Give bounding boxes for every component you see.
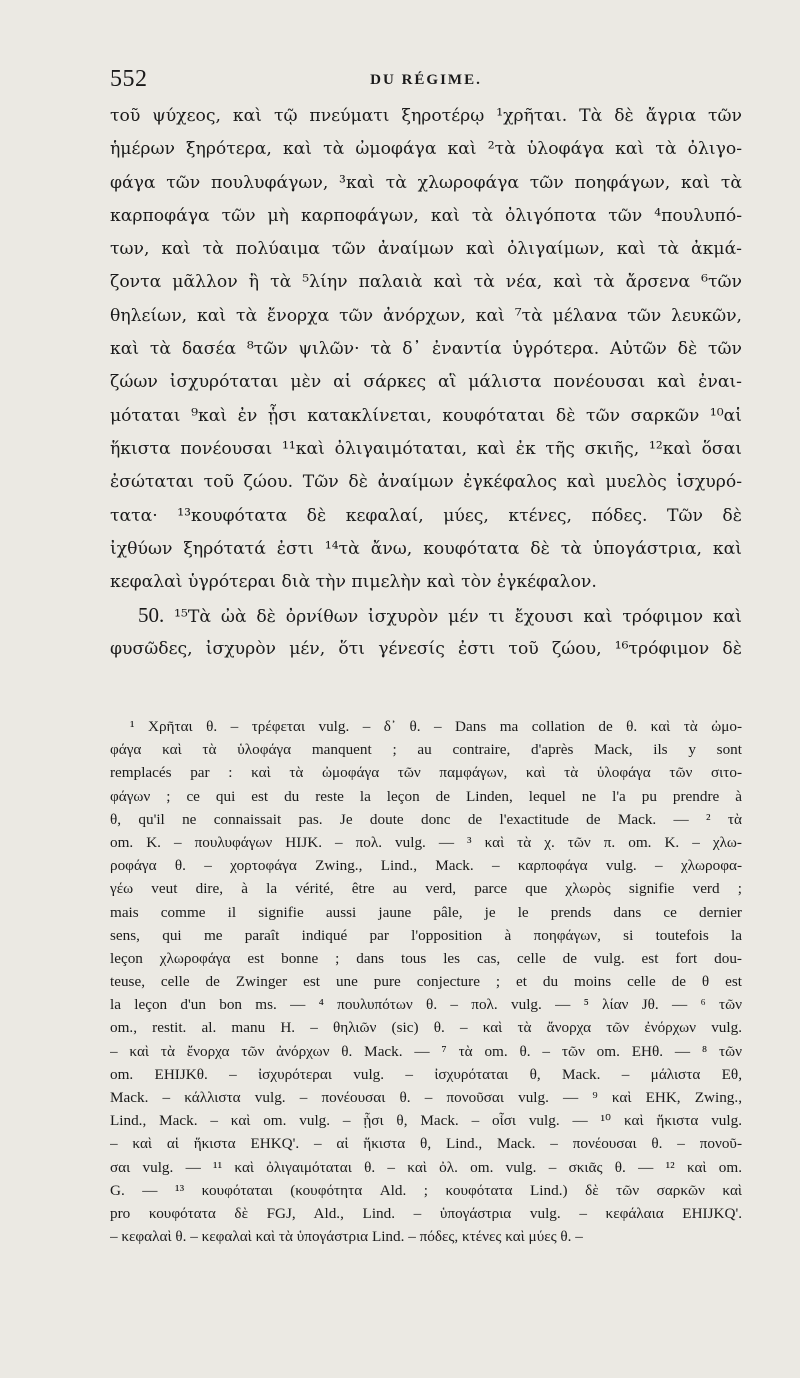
footnote-line: ¹ Χρῆται θ. – τρέφεται vulg. – δ᾽ θ. – Dans ma collation de θ. καὶ τὰ ὠμο- <box>130 718 742 735</box>
footnotes <box>110 715 742 1248</box>
footnote-line: leçon χλωροφάγα est bonne ; dans tous les cas, celle de vulg. est fort dou- <box>110 949 742 967</box>
text-line: καρποφάγα τῶν μὴ καρποφάγων, καὶ τὰ ὀλιγόποτα τῶν ⁴πουλυπό- <box>110 205 742 226</box>
footnote-line: – καὶ τὰ ἔνορχα τῶν ἀνόρχων θ. Mack. — ⁷ τὰ om. θ. – τῶν om. EHθ. — ⁸ τῶν <box>110 1042 742 1060</box>
text-line: τατα· ¹³κουφότατα δὲ κεφαλαί, μύες, κτένες, πόδες. Τῶν δὲ <box>110 505 742 526</box>
footnote-line: γέω veut dire, à la vérité, être au verd, parce que χλωρὸς signifie verd ; <box>110 880 742 898</box>
footnote-line: teuse, celle de Zwinger est une pure conjecture ; et du moins celle de θ est <box>110 973 742 991</box>
running-title: DU RÉGIME. <box>370 72 482 88</box>
footnote-line: om. EHIJKθ. – ἰσχυρότεραι vulg. – ἰσχυρόταται θ, Mack. – μάλιστα Eθ, <box>110 1065 742 1083</box>
footnote-line: σαι vulg. — ¹¹ καὶ ὀλιγαιμόταται θ. – καὶ ὀλ. om. vulg. – σκιᾶς θ. — ¹² καὶ om. <box>110 1158 742 1176</box>
text-line: ἡμέρων ξηρότερα, καὶ τὰ ὠμοφάγα καὶ ²τὰ ὑλοφάγα καὶ τὰ ὀλιγο- <box>110 139 742 160</box>
text-line: των, καὶ τὰ πολύαιμα τῶν ἀναίμων καὶ ὀλιγαίμων, καὶ τὰ ἀκμά- <box>110 239 742 260</box>
footnote-line: la leçon d'un bon ms. — ⁴ πουλυπότων θ. – πολ. vulg. — ⁵ λίαν Jθ. — ⁶ τῶν <box>110 996 742 1014</box>
footnote-line: pro κουφότατα δὲ FGJ, Ald., Lind. – ὑπογάστρια vulg. – κεφάλαια EHIJKQ'. <box>110 1204 742 1222</box>
footnote-line: φάγα καὶ τὰ ὑλοφάγα manquent ; au contraire, d'après Mack, ils y sont <box>110 741 742 759</box>
section-text: ¹⁵Τὰ ὠὰ δὲ ὀρνίθων ἰσχυρὸν μέν τι ἔχουσι καὶ τρόφιμον καὶ <box>174 607 742 628</box>
text-line: ζοντα μᾶλλον ἢ τὰ ⁵λίην παλαιὰ καὶ τὰ νέα, καὶ τὰ ἄρσενα ⁶τῶν <box>110 272 742 293</box>
footnote-line: θ, qu'il ne connaissait pas. Je doute donc de l'exactitude de Mack. — ² τὰ <box>110 810 742 828</box>
text-line: μόταται ⁹καὶ ἐν ᾗσι κατακλίνεται, κουφόταται δὲ τῶν σαρκῶν ¹⁰αἱ <box>110 405 742 426</box>
text-line: φάγα τῶν πουλυφάγων, ³καὶ τὰ χλωροφάγα τῶν ποηφάγων, καὶ τὰ <box>110 172 742 193</box>
footnote-line: om., restit. al. manu H. – θηλιῶν (sic) θ. – καὶ τὰ ἄνορχα τῶν ἐνόρχων vulg. <box>110 1019 742 1037</box>
text-line: θηλείων, καὶ τὰ ἔνορχα τῶν ἀνόρχων, καὶ ⁷τὰ μέλανα τῶν λευκῶν, <box>110 305 742 326</box>
section-number: 50. <box>138 603 165 628</box>
footnote-line: Mack. – κάλλιστα vulg. – πονέουσαι θ. – πονοῦσαι vulg. — ⁹ καὶ EHK, Zwing., <box>110 1089 742 1106</box>
footnote-line: – κεφαλαὶ θ. – κεφαλαὶ καὶ τὰ ὑπογάστρια Lind. – πόδες, κτένες καὶ μύες θ. – <box>110 1228 583 1246</box>
footnote-line: sens, qui me paraît indiqué par l'opposition à ποηφάγων, si toutefois la <box>110 926 742 944</box>
footnote-line: G. — ¹³ κουφόταται (κουφότητα Ald. ; κουφότατα Lind.) δὲ τῶν σαρκῶν καὶ <box>110 1181 742 1199</box>
page-header <box>110 66 742 96</box>
text-line: ἥκιστα πονέουσαι ¹¹καὶ ὀλιγαιμόταται, καὶ ἐκ τῆς σκιῆς, ¹²καὶ ὅσαι <box>110 438 742 459</box>
section-first-line <box>110 599 742 632</box>
text-line: ζώων ἰσχυρόταται μὲν αἱ σάρκες αἳ μάλιστα πονέουσαι καὶ ἐναι- <box>110 372 742 393</box>
text-line: καὶ τὰ δασέα ⁸τῶν ψιλῶν· τὰ δ᾽ ἐναντία ὑγρότερα. Αὐτῶν δὲ τῶν <box>110 339 742 360</box>
section-second-line: φυσῶδες, ἰσχυρὸν μέν, ὅτι γένεσίς ἐστι τοῦ ζώου, ¹⁶τρόφιμον δὲ <box>110 638 742 659</box>
footnote-line: φάγων ; ce qui est du reste la leçon de Linden, lequel ne l'a pu prendre à <box>110 787 742 805</box>
footnote-line: – καὶ αἱ ἥκιστα EHKQ'. – αἱ ἥκιστα θ, Lind., Mack. – πονέουσαι θ. – πονοῦ- <box>110 1135 742 1153</box>
page-number: 552 <box>110 66 148 92</box>
main-text <box>110 100 742 666</box>
text-line: ἰχθύων ξηρότατά ἐστι ¹⁴τὰ ἄνω, κουφότατα δὲ τὰ ὑπογάστρια, καὶ <box>110 538 742 559</box>
footnote-line: mais comme il signifie aussi jaune pâle, je le prends dans ce dernier <box>110 903 742 921</box>
footnote-line: remplacés par : καὶ τὰ ὠμοφάγα τῶν παμφάγων, καὶ τὰ ὑλοφάγα τῶν σιτο- <box>110 764 742 782</box>
text-line: τοῦ ψύχεος, καὶ τῷ πνεύματι ξηροτέρῳ ¹χρῆται. Τὰ δὲ ἄγρια τῶν <box>110 106 742 126</box>
footnote-line: Lind., Mack. – καὶ om. vulg. – ᾗσι θ, Mack. – οἷσι vulg. — ¹⁰ καὶ ἥκιστα vulg. <box>110 1112 742 1130</box>
footnote-line: ροφάγα θ. – χορτοφάγα Zwing., Lind., Mack. – καρποφάγα vulg. – χλωροφα- <box>110 857 742 875</box>
footnote-line: om. K. – πουλυφάγων HIJK. – πολ. vulg. — ³ καὶ τὰ χ. τῶν π. om. K. – χλω- <box>110 833 742 851</box>
text-line: ἐσώταται τοῦ ζώου. Τῶν δὲ ἀναίμων ἐγκέφαλος καὶ μυελὸς ἰσχυρό- <box>110 472 742 493</box>
text-line: κεφαλαὶ ὑγρότεραι διὰ τὴν πιμελὴν καὶ τὸν ἐγκέφαλον. <box>110 572 597 593</box>
